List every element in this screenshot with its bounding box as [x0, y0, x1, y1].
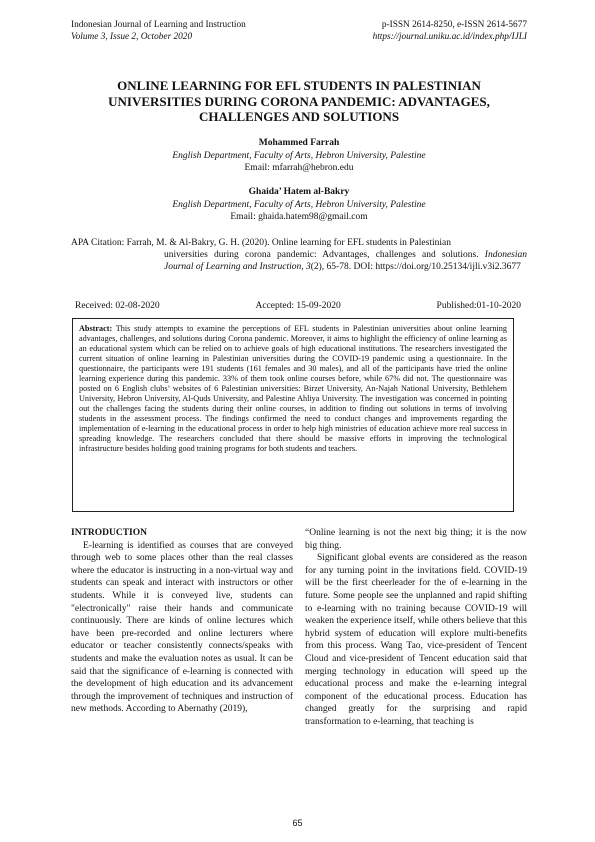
article-dates [75, 301, 521, 311]
journal-name: Indonesian Journal of Learning and Instruction [71, 20, 246, 30]
author-affiliation: English Department, Faculty of Arts, Hebron University, Palestine [172, 199, 426, 210]
abstract-text: This study attempts to examine the perceptions of EFL students in Palestinian universities about online learning advantages, challenges, and solutions during Corona pandemic. Moreover, it aims to highlight the efficiency of online learning as an educational system which can be relied on to achieve goals of high educational institutions. The researchers investigated the current situation of online learning in Palestinian universities during the COVID-19 pandemic using a questionnaire. In the questionnaire, the participants were 191 students (161 females and 30 males), and all of the participants have tried the online learning experience during this pandemic. 33% of them took online courses before, while 67% did not. The questionnaire was posted on 6 English clubs’ websites of 6 Palestinian universities: Birzet University, An-Najah National University, Bethlehem University, Hebron University, Al-Quds University, and Palestine Ahliya University. The investigation was concerned in pointing out the challenges facing the students during their online courses, in addition to finding out solutions in terms of involving students in the assessment process. The findings confirmed the need to conduct changes and improvements regarding the implementation of e-learning in the educational process in order to help high ministries of education achieve more real success in spreading knowledge. The researchers concluded that there should be massive efforts in improving the technological infrastructure besides holding good training programs for both students and teachers. [79, 324, 507, 453]
published-date: Published:01-10-2020 [436, 301, 521, 311]
abstract-box [72, 318, 514, 512]
body-paragraph: “Online learning is not the next big thing; it is the now big thing. [305, 528, 527, 551]
received-date: Received: 02-08-2020 [75, 301, 160, 311]
author-email[interactable]: Email: mfarrah@hebron.edu [244, 163, 354, 173]
page-number: 65 [292, 818, 303, 828]
author-block-2 [71, 186, 527, 224]
running-header [71, 20, 527, 43]
section-heading: INTRODUCTION [71, 528, 148, 538]
body-paragraph: E-learning is identified as courses that are conveyed through web to some places other than the real classes where the educator is instructing in a non-virtual way and students can speak and interact with instructors or other students. While it is conveyed live, students can "electronically" raise their hands and communicate continuously. There are kinds of online lectures which have been pre-recorded and online lecturers where educator or teacher consistently connects/speaks with students and make the evaluation notes as usual. It can be said that the significance of e-learning is connected with the development of high education and its advancement through the improvement of techniques and instruction of new methods. According to Abernathy (2019), [71, 540, 293, 715]
accepted-date: Accepted: 15-09-2020 [255, 301, 341, 311]
citation-body [71, 249, 527, 273]
body-column-right [305, 527, 527, 729]
citation-lead: APA Citation: Farrah, M. & Al-Bakry, G. H. (2020). Online learning for EFL students in Palestinian [71, 238, 451, 248]
citation-journal: Indonesian Journal of Learning and Instruction, 3 [164, 250, 527, 272]
volume-issue: Volume 3, Issue 2, October 2020 [71, 31, 193, 42]
citation-rest-1: universities during corona pandemic: Advantages, challenges and solutions. [164, 250, 479, 260]
issn: p-ISSN 2614-8250, e-ISSN 2614-5677 [381, 20, 527, 30]
journal-url[interactable]: https://journal.uniku.ac.id/index.php/IJLI [372, 31, 527, 42]
author-name: Mohammed Farrah [258, 138, 340, 148]
author-email[interactable]: Email: ghaida.hatem98@gmail.com [230, 212, 368, 222]
abstract-label: Abstract: [79, 324, 113, 333]
body-paragraph: Significant global events are considered as the reason for any turning point in the invitations field. COVID-19 will be the first cheerleader for the of e-learning in the future. Some people see the unplanned and rapid shifting to e-learning with no training because COVID-19 will weaken the experience itself, while others believe that this hybrid system of education will explore multi-benefits from this process. Wang Tao, vice-president of Tencent Cloud and vice-president of Tencent education said that merging technology in education will speed up the educational process and make the e-learning integral component of the educational process. Education has changed greatly for the surprising and rapid transformation to e-learning, that teaching is [305, 553, 527, 727]
author-block-1 [71, 137, 527, 175]
apa-citation [71, 237, 527, 273]
author-affiliation: English Department, Faculty of Arts, Hebron University, Palestine [172, 150, 426, 161]
author-name: Ghaida’ Hatem al-Bakry [248, 187, 350, 197]
citation-rest-2[interactable]: (2), 65-78. DOI: https://doi.org/10.25134/ijli.v3i2.3677 [310, 262, 521, 272]
body-column-left [71, 527, 293, 716]
paper-title: ONLINE LEARNING FOR EFL STUDENTS IN PALESTINIAN UNIVERSITIES DURING CORONA PANDEMIC: ADVANTAGES, CHALLENGES AND SOLUTIONS [108, 78, 490, 124]
